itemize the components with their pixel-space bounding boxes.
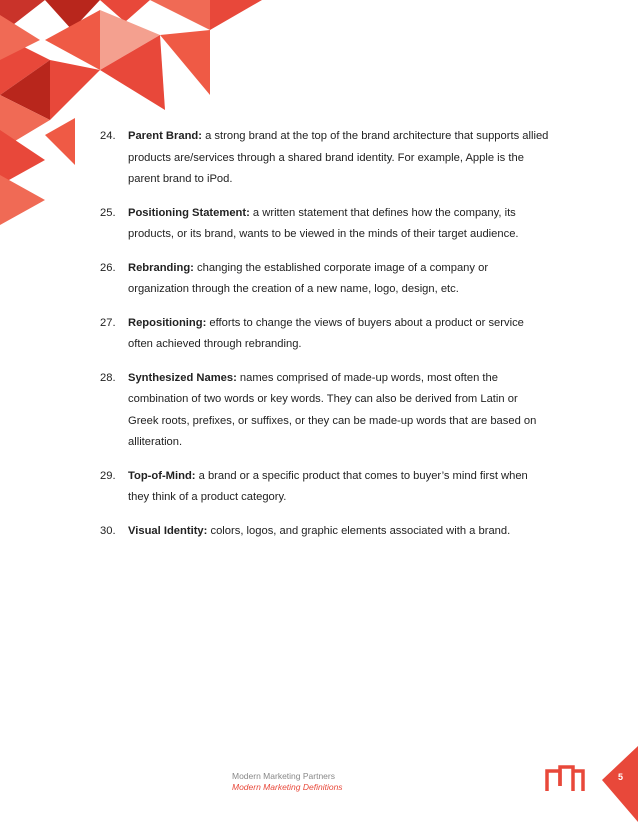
- definition-number: 24.: [100, 130, 116, 142]
- definition-item: [100, 203, 550, 246]
- definition-item: [100, 126, 550, 191]
- definition-item: [100, 466, 550, 509]
- definition-item: [100, 521, 550, 543]
- definition-term: Visual Identity:: [128, 524, 208, 537]
- page-number-tab: [602, 746, 638, 822]
- definition-number: 30.: [100, 524, 116, 537]
- definition-text: efforts to change the views of buyers about a product or service often achieved through rebranding.: [128, 316, 524, 350]
- definition-term: Rebranding:: [128, 261, 194, 274]
- definition-text: a written statement that defines how the company, its products, or its brand, wants to be viewed in the minds of their target audience.: [128, 206, 519, 240]
- definition-term: Positioning Statement:: [128, 206, 250, 219]
- definition-term: Parent Brand:: [128, 130, 202, 142]
- definition-term: Top-of-Mind:: [128, 469, 196, 482]
- definition-term: Repositioning:: [128, 316, 207, 329]
- definition-number: 26.: [100, 261, 116, 274]
- definition-term: Synthesized Names:: [128, 371, 237, 384]
- definition-text: names comprised of made-up words, most often the combination of two words or key words. They can also be derived from Latin or Greek roots, prefixes, or suffixes, or they can be made-up words that are based on alliteration.: [128, 371, 537, 448]
- definition-text: changing the established corporate image of a company or organization through the creation of a new name, logo, design, etc.: [128, 261, 489, 295]
- definitions-list: [100, 126, 550, 554]
- footer-doc-title: Modern Marketing Definitions: [232, 782, 343, 792]
- footer-company: Modern Marketing Partners: [232, 771, 335, 781]
- definition-text: a strong brand at the top of the brand architecture that supports allied products are/services through a shared brand identity. For example, Apple is the parent brand to iPod.: [128, 130, 549, 185]
- definition-item: [100, 368, 550, 454]
- footer-text: [232, 771, 343, 793]
- definition-number: 25.: [100, 206, 116, 219]
- definition-text: a brand or a specific product that comes to buyer’s mind first when they think of a product category.: [128, 469, 528, 503]
- definition-number: 27.: [100, 316, 116, 329]
- definition-text: colors, logos, and graphic elements associated with a brand.: [207, 524, 511, 537]
- definition-item: [100, 258, 550, 301]
- definition-number: 28.: [100, 371, 116, 384]
- definition-item: [100, 313, 550, 356]
- definition-number: 29.: [100, 469, 116, 482]
- company-logo-icon: [544, 762, 586, 794]
- page-number: 5: [618, 772, 624, 782]
